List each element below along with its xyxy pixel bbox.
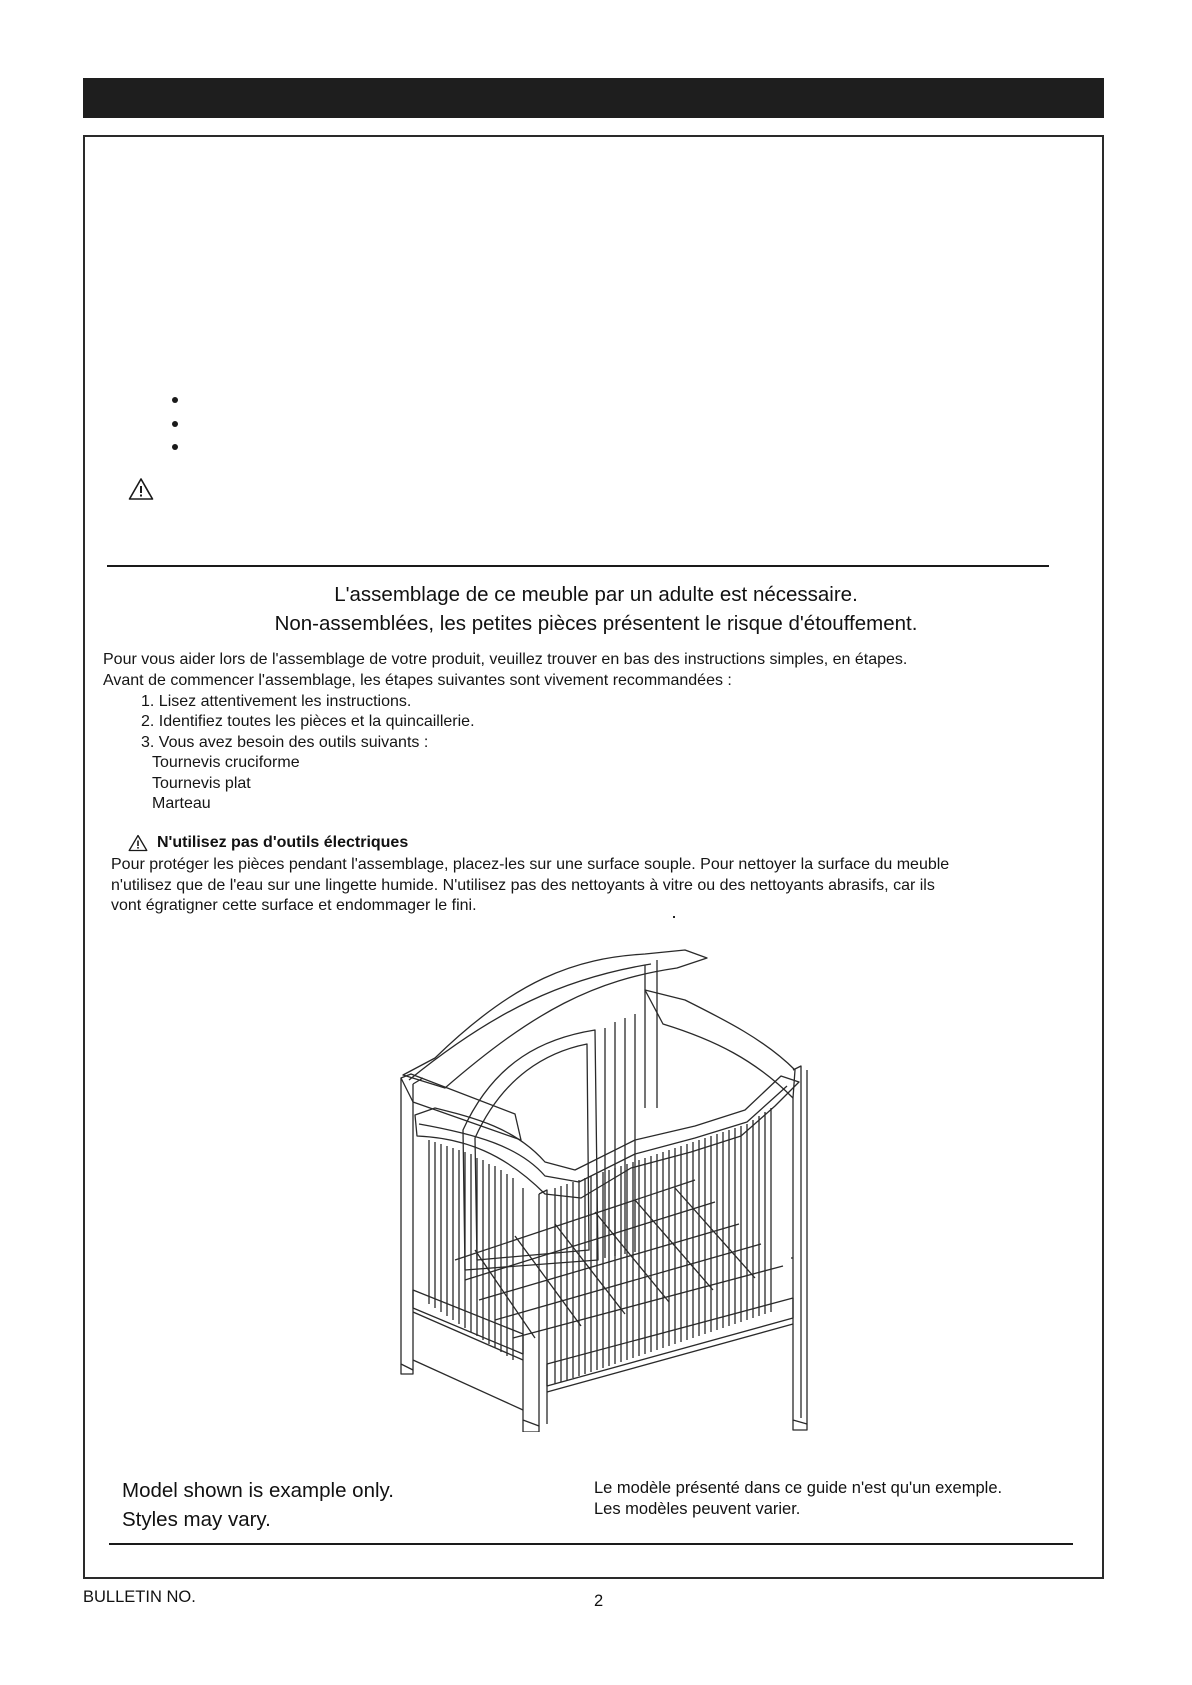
intro-line: Pour vous aider lors de l'assemblage de votre produit, veuillez trouver en bas des instructions simples, en étapes. bbox=[103, 651, 908, 668]
step-item: 1. Lisez attentivement les instructions. bbox=[141, 693, 412, 710]
bullet-point bbox=[172, 444, 178, 450]
model-note-fr: Les modèles peuvent varier. bbox=[594, 1500, 801, 1518]
choking-hazard-notice: Non-assemblées, les petites pièces présentent le risque d'étouffement. bbox=[274, 612, 918, 635]
divider-bottom bbox=[109, 1543, 1073, 1545]
bullet-point bbox=[172, 421, 178, 427]
warning-text: Pour protéger les pièces pendant l'assemblage, placez-les sur une surface souple. Pour nettoyer la surface du meuble bbox=[111, 856, 950, 873]
step-item: 2. Identifiez toutes les pièces et la quincaillerie. bbox=[141, 713, 475, 730]
stray-dot bbox=[673, 916, 675, 918]
step-item: 3. Vous avez besoin des outils suivants : bbox=[141, 734, 429, 751]
warning-text: vont égratigner cette surface et endommager le fini. bbox=[111, 897, 477, 914]
adult-assembly-notice: L'assemblage de ce meuble par un adulte est nécessaire. bbox=[334, 583, 858, 606]
crib-illustration bbox=[395, 940, 855, 1432]
warning-heading: N'utilisez pas d'outils électriques bbox=[157, 834, 409, 851]
tool-item: Marteau bbox=[152, 795, 211, 812]
power-tools-warning bbox=[128, 834, 408, 852]
intro-line: Avant de commencer l'assemblage, les étapes suivantes sont vivement recommandées : bbox=[103, 672, 732, 689]
header-bar bbox=[83, 78, 1104, 118]
divider-top bbox=[107, 565, 1049, 567]
warning-triangle-icon bbox=[128, 477, 154, 506]
bulletin-number: BULLETIN NO. bbox=[83, 1588, 196, 1606]
model-note-en: Styles may vary. bbox=[122, 1508, 271, 1531]
tool-item: Tournevis plat bbox=[152, 775, 251, 792]
warning-text: n'utilisez que de l'eau sur une lingette humide. N'utilisez pas des nettoyants à vitre ou des nettoyants abrasifs, car ils bbox=[111, 877, 935, 894]
model-note-fr: Le modèle présenté dans ce guide n'est qu'un exemple. bbox=[594, 1479, 1003, 1497]
page-number: 2 bbox=[594, 1592, 604, 1610]
warning-triangle-icon bbox=[128, 834, 148, 852]
bullet-point bbox=[172, 397, 178, 403]
model-note-en: Model shown is example only. bbox=[122, 1479, 394, 1502]
tool-item: Tournevis cruciforme bbox=[152, 754, 300, 771]
